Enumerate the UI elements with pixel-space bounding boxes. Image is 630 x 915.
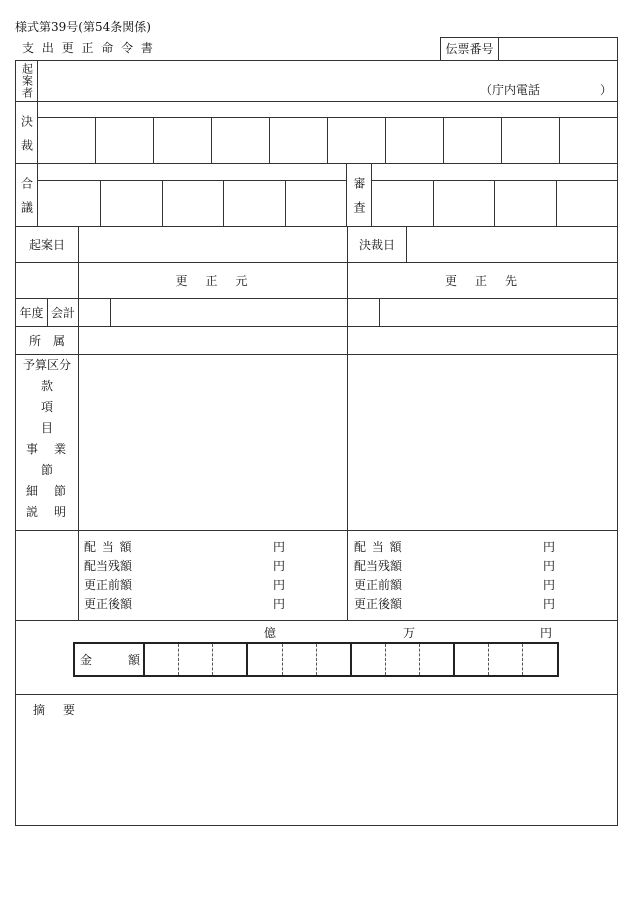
budget-classification-label-cell	[15, 354, 79, 531]
budget-label-description: 説 明	[25, 505, 68, 519]
total-amount-label: 金 額	[75, 644, 145, 675]
council-stamp-box	[285, 180, 347, 227]
source-account-field	[110, 298, 348, 327]
correction-target-header	[347, 262, 618, 299]
source-budget-field	[78, 354, 348, 531]
account-label: 会計	[50, 305, 75, 320]
source-allocated-amount-row	[84, 540, 294, 554]
amount-digit-box	[523, 644, 557, 675]
yen-unit: 円	[543, 597, 556, 611]
drafter-label-cell	[15, 60, 38, 102]
target-before-correction-row	[354, 578, 564, 592]
budget-label-list	[16, 355, 78, 523]
internal-phone-note: （庁内電話 ）	[479, 83, 612, 97]
review-label-cell	[346, 163, 372, 227]
amount-label: 配当残額	[84, 559, 133, 573]
amount-label: 更正前額	[354, 578, 403, 592]
approval-date-label: 決裁日	[358, 237, 395, 252]
account-label-cell	[47, 298, 79, 327]
correction-target-label: 更 正 先	[444, 273, 520, 288]
approval-stamp-box	[443, 117, 502, 164]
amounts-corner-cell	[15, 530, 79, 621]
amount-label: 配 当 額	[354, 540, 403, 554]
amount-digit-box	[455, 644, 489, 675]
source-amounts-cell	[78, 530, 348, 621]
yen-unit: 円	[273, 559, 286, 573]
review-label: 審 査	[352, 177, 366, 213]
target-budget-field	[347, 354, 618, 531]
amount-digit-box	[248, 644, 283, 675]
unit-yen: 円	[540, 626, 553, 640]
unit-oku: 億	[264, 626, 277, 640]
drafter-field	[37, 60, 618, 102]
council-stamp-box	[37, 180, 101, 227]
review-stamp-box	[433, 180, 495, 227]
target-fiscal-year-field	[347, 298, 380, 327]
draft-date-label-cell	[15, 226, 79, 263]
fiscal-year-label: 年度	[19, 305, 44, 320]
correction-source-label: 更 正 元	[175, 273, 251, 288]
source-department-field	[78, 326, 348, 355]
approval-title-strip	[37, 101, 618, 118]
council-label-cell	[15, 163, 38, 227]
target-account-field	[379, 298, 618, 327]
budget-label-project: 事 業	[25, 442, 68, 456]
approval-stamp-box	[327, 117, 386, 164]
council-stamp-box	[162, 180, 224, 227]
department-label-cell	[15, 326, 79, 355]
amount-label: 配 当 額	[84, 540, 133, 554]
source-after-correction-row	[84, 597, 294, 611]
yen-unit: 円	[543, 540, 556, 554]
approval-stamp-box	[501, 117, 560, 164]
target-after-correction-row	[354, 597, 564, 611]
amount-label: 更正前額	[84, 578, 133, 592]
council-stamp-box	[223, 180, 286, 227]
budget-label-setsu: 節	[40, 463, 53, 477]
amount-digit-box	[213, 644, 248, 675]
approval-stamp-box	[37, 117, 96, 164]
council-label: 合 議	[19, 177, 34, 213]
council-title-strip	[37, 163, 347, 181]
draft-date-label: 起案日	[28, 237, 65, 252]
slip-number-field	[498, 37, 618, 61]
yen-unit: 円	[543, 578, 556, 592]
amount-label: 更正後額	[84, 597, 133, 611]
approval-stamp-box	[95, 117, 154, 164]
amount-label: 配当残額	[354, 559, 403, 573]
slip-number-label: 伝票番号	[445, 42, 494, 56]
approval-date-field	[406, 226, 618, 263]
form-title: 支 出 更 正 命 令 書	[22, 41, 155, 55]
total-amount-box	[73, 642, 559, 677]
slip-number-label-cell	[440, 37, 499, 61]
budget-label-kou: 項	[40, 400, 53, 414]
amount-digit-box	[145, 644, 179, 675]
target-remaining-amount-row	[354, 559, 564, 573]
target-department-field	[347, 326, 618, 355]
unit-man: 万	[403, 626, 416, 640]
yen-unit: 円	[273, 597, 286, 611]
approval-label-cell	[15, 101, 38, 164]
approval-stamp-box	[559, 117, 618, 164]
review-stamp-box	[371, 180, 434, 227]
amount-digit-box	[283, 644, 317, 675]
budget-label-classification: 予算区分	[22, 358, 71, 372]
budget-label-moku: 目	[40, 421, 53, 435]
correction-source-header	[78, 262, 348, 299]
amount-digit-box	[386, 644, 420, 675]
source-before-correction-row	[84, 578, 294, 592]
approval-stamp-box	[269, 117, 328, 164]
amount-digit-box	[179, 644, 213, 675]
target-amounts-cell	[347, 530, 618, 621]
review-stamp-box	[556, 180, 618, 227]
department-label: 所 属	[28, 333, 65, 348]
budget-label-kan: 款	[40, 379, 53, 393]
yen-unit: 円	[273, 578, 286, 592]
approval-stamp-box	[153, 117, 212, 164]
draft-date-field	[78, 226, 348, 263]
approval-label: 決 裁	[19, 114, 34, 151]
council-stamp-box	[100, 180, 163, 227]
correction-corner-cell	[15, 262, 79, 299]
approval-stamp-box	[385, 117, 444, 164]
source-remaining-amount-row	[84, 559, 294, 573]
form-number: 様式第39号(第54条関係)	[15, 20, 151, 34]
amount-digit-box	[489, 644, 523, 675]
review-stamp-box	[494, 180, 557, 227]
summary-label: 摘 要	[33, 703, 79, 717]
amount-label: 更正後額	[354, 597, 403, 611]
summary-section	[15, 694, 618, 826]
source-fiscal-year-field	[78, 298, 111, 327]
amount-digit-box	[317, 644, 352, 675]
budget-label-sub-setsu: 細 節	[25, 484, 68, 498]
approval-stamp-box	[211, 117, 270, 164]
yen-unit: 円	[273, 540, 286, 554]
amount-digit-box	[352, 644, 386, 675]
review-title-strip	[371, 163, 618, 181]
yen-unit: 円	[543, 559, 556, 573]
amount-digit-box	[420, 644, 455, 675]
approval-date-label-cell	[347, 226, 407, 263]
target-allocated-amount-row	[354, 540, 564, 554]
drafter-label: 起案者	[20, 63, 34, 99]
fiscal-year-label-cell	[15, 298, 48, 327]
